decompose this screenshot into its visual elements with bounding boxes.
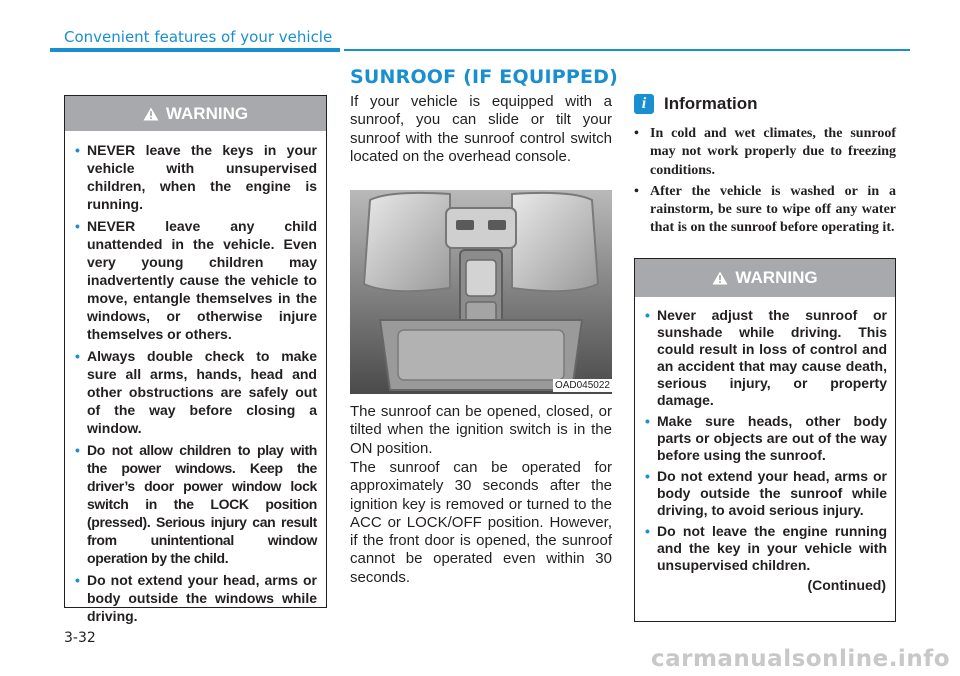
header-rule-thick bbox=[50, 48, 340, 52]
warning-triangle-icon bbox=[143, 107, 159, 121]
page-heading: SUNROOF (IF EQUIPPED) bbox=[350, 66, 619, 88]
bullet-icon: • bbox=[645, 307, 650, 323]
body-paragraph: The sunroof can be operated for approximately 30 seconds after the ignition key is removed or turned to the ACC or LOCK/OFF position. However, if the front door is opened, the sunroof cannot be operated even within 30 seconds. bbox=[350, 459, 612, 586]
bullet-icon: • bbox=[75, 142, 80, 158]
continued-label: (Continued) bbox=[807, 577, 886, 593]
warning-title: WARNING bbox=[735, 268, 818, 287]
warning-list bbox=[65, 131, 326, 625]
warning-item: • Make sure heads, other body parts or objects are out of the way before using the sunroof. bbox=[645, 413, 887, 463]
warning-item: • Never adjust the sunroof or sunshade while driving. This could result in loss of control and an accident that may cause death, serious injury, or property damage. bbox=[645, 307, 887, 408]
page-number: 3-32 bbox=[64, 630, 96, 646]
bullet-icon: • bbox=[645, 413, 650, 429]
information-header bbox=[634, 94, 758, 114]
intro-paragraph: If your vehicle is equipped with a sunroof, you can slide or tilt your sunroof with the sunroof control switch located on the overhead console. bbox=[350, 93, 612, 165]
bullet-icon: • bbox=[75, 218, 80, 234]
warning-header bbox=[65, 96, 326, 131]
information-title: Information bbox=[664, 94, 758, 113]
warning-title: WARNING bbox=[165, 103, 249, 123]
warning-item: • NEVER leave the keys in your vehicle with unsupervised children, when the engine is running. bbox=[75, 142, 317, 212]
warning-box-left bbox=[64, 95, 327, 624]
bullet-icon: • bbox=[75, 442, 80, 458]
overhead-console-illustration bbox=[350, 190, 612, 394]
warning-header bbox=[635, 259, 895, 297]
information-list bbox=[634, 125, 896, 241]
figure-caption: OAD045022 bbox=[554, 380, 610, 391]
watermark-logo: carmanualsonline.info bbox=[650, 646, 950, 672]
warning-list bbox=[635, 297, 895, 574]
warning-box-right bbox=[634, 258, 896, 622]
warning-item: • Always double check to make sure all arms, hands, head and other obstructions are safely out of the way before closing a window. bbox=[75, 348, 317, 436]
bullet-icon: • bbox=[645, 468, 650, 484]
warning-item: • Do not extend your head, arms or body outside the windows while driving. bbox=[75, 572, 317, 624]
bullet-icon: • bbox=[634, 126, 639, 141]
information-item: • In cold and wet climates, the sunroof may not work properly due to freezing conditions. bbox=[634, 126, 896, 178]
bullet-icon: • bbox=[75, 572, 80, 588]
overhead-console-photo bbox=[350, 190, 612, 394]
body-paragraph: The sunroof can be opened, closed, or tilted when the ignition switch is in the ON position. bbox=[350, 403, 612, 457]
info-icon: i bbox=[634, 94, 654, 114]
header-rule-thin bbox=[344, 49, 910, 51]
warning-item: • Do not allow children to play with the power windows. Keep the driver’s door power window lock switch in the LOCK position (pressed). Serious injury can result from unintentional window operation by the child. bbox=[75, 442, 317, 566]
warning-item: • Do not leave the engine running and the key in your vehicle with unsupervised children. bbox=[645, 523, 887, 573]
bullet-icon: • bbox=[645, 523, 650, 539]
bullet-icon: • bbox=[75, 348, 80, 364]
bullet-icon: • bbox=[634, 183, 639, 199]
section-title: Convenient features of your vehicle bbox=[64, 28, 333, 46]
warning-item: • NEVER leave any child unattended in the vehicle. Even very young children may inadvertently cause the vehicle to move, entangle themselves in the windows, or otherwise injure themselves or others. bbox=[75, 218, 317, 342]
information-item: • After the vehicle is washed or in a rainstorm, be sure to wipe off any water that is on the sunroof before operating it. bbox=[634, 183, 896, 236]
warning-item: • Do not extend your head, arms or body outside the sunroof while driving, to avoid serious injury. bbox=[645, 468, 887, 518]
warning-triangle-icon bbox=[712, 271, 728, 285]
